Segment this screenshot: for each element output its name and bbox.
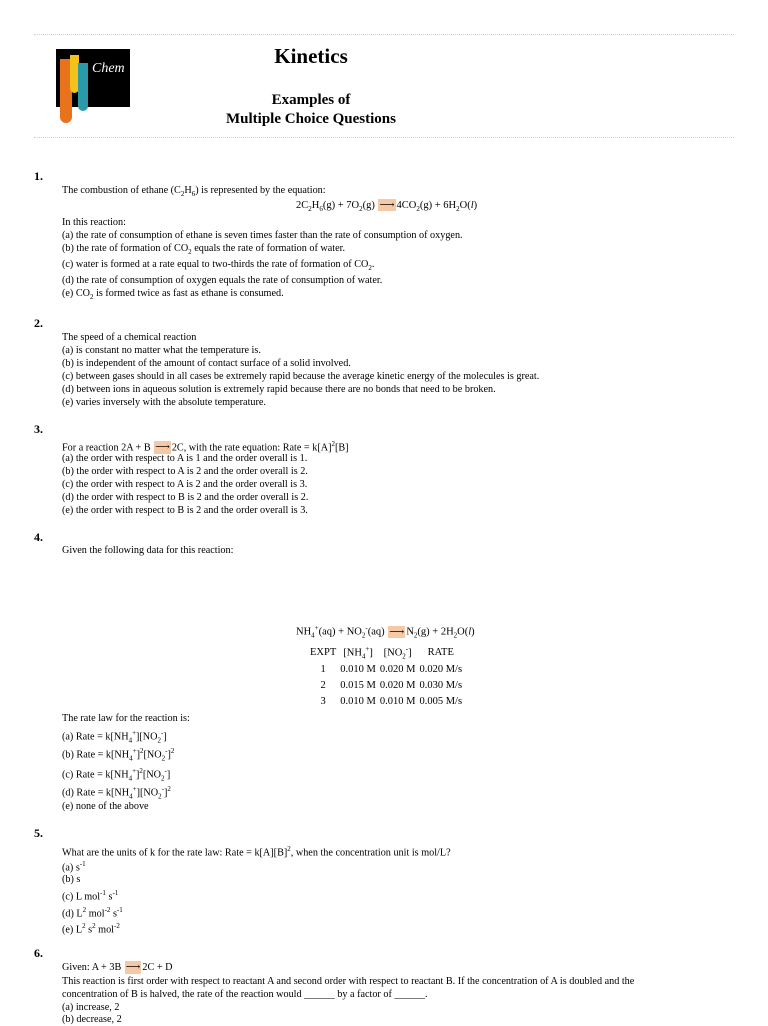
table-cell: 0.020 M	[379, 664, 416, 676]
question-1-option-d: (d) the rate of consumption of oxygen equals the rate of consumption of water.	[62, 275, 383, 286]
table-cell: 0.005 M/s	[419, 696, 463, 708]
question-5-option-d: (d) $L^2$ mol$^{-2}$ $s^{-1}$	[62, 906, 123, 920]
question-2-intro: The speed of a chemical reaction	[62, 332, 197, 343]
table-cell: 2	[320, 680, 326, 692]
question-2-number: 2.	[34, 316, 43, 330]
question-1-stem: In this reaction:	[62, 217, 126, 228]
top-rule	[34, 34, 734, 35]
question-4-option-c: (c) Rate = $k[NH_4^+]^2[NO_2^-]$	[62, 767, 171, 783]
question-2-option-d: (d) between ions in aqueous solution is extremely rapid because there are no bonds that need to be broken.	[62, 384, 496, 395]
table-cell: 0.020 M/s	[419, 664, 463, 676]
question-3-option-a: (a) the order with respect to A is 1 and the order overall is 1.	[62, 453, 308, 464]
question-1-equation: $2C_2H_6(g) + 7O_2(g)$ ⟶ $4CO_2(g) + 6H_2O(l)$	[296, 200, 478, 214]
question-5-number: 5.	[34, 826, 43, 840]
table-row	[308, 694, 464, 710]
question-2-option-c: (c) between gases should in all cases be extremely rapid because the average kinetic energy of the molecules is great.	[62, 371, 540, 382]
table-cell: 0.020 M	[379, 680, 416, 692]
table-cell: 0.010 M	[340, 664, 376, 676]
question-4-option-d: (d) Rate = $k[NH_4^+][NO_2^-]^2$	[62, 785, 171, 801]
question-6-text-line2: concentration of B is halved, the rate of the reaction would ______ by a factor of ______.	[62, 989, 428, 1000]
table-cell: 1	[320, 664, 326, 676]
question-6-option-a: (a) increase, 2	[62, 1002, 120, 1013]
page-title: Kinetics	[274, 44, 348, 68]
table-header-cell: $[NO_2^-]$	[383, 645, 412, 661]
question-3-number: 3.	[34, 422, 43, 436]
table-cell: 0.030 M/s	[419, 680, 463, 692]
question-3-option-b: (b) the order with respect to A is 2 and the order overall is 2.	[62, 466, 308, 477]
question-6-number: 6.	[34, 946, 43, 960]
table-header-cell: $[NH_4^+]$	[343, 645, 373, 661]
table-cell: 0.010 M	[379, 696, 416, 708]
question-4-equation: $NH_4^+(aq) + NO_2^-(aq)$ ⟶ $N_2(g) + 2H_2O(l)$	[296, 624, 475, 640]
table-row	[308, 662, 464, 678]
table-header-row	[308, 644, 464, 662]
question-5-option-e: (e) $L^2$ $s^2$ mol$^{-2}$	[62, 922, 120, 936]
question-3-intro: For a reaction 2A + B ⟶ 2C, with the rate equation: Rate = $k[A]^2[B]$	[62, 440, 349, 454]
question-4-option-b: (b) Rate = $k[NH_4^+]^2[NO_2^-]^2$	[62, 747, 175, 763]
table-row	[308, 678, 464, 694]
question-5-option-c: (c) L mol$^{-1}$ $s^{-1}$	[62, 889, 119, 903]
question-5-option-a: (a) $s^{-1}$	[62, 860, 86, 874]
question-4-intro: Given the following data for this reaction:	[62, 545, 234, 556]
table-header-cell: RATE	[427, 647, 454, 659]
question-4-option-e: (e) none of the above	[62, 801, 149, 812]
logo-text: Chem	[92, 61, 125, 76]
question-2-option-a: (a) is constant no matter what the temperature is.	[62, 345, 261, 356]
question-3-option-d: (d) the order with respect to B is 2 and the order overall is 2.	[62, 492, 309, 503]
page-subtitle-line2: Multiple Choice Questions	[225, 111, 396, 127]
question-1-option-a: (a) the rate of consumption of ethane is seven times faster than the rate of consumption of oxygen.	[62, 230, 463, 241]
reaction-arrow-icon: ⟶	[155, 442, 170, 454]
question-4-number: 4.	[34, 530, 43, 544]
table-cell: 0.015 M	[340, 680, 376, 692]
reaction-arrow-icon: ⟶	[379, 200, 395, 211]
question-1-number: 1.	[34, 169, 43, 183]
header-bottom-rule	[34, 137, 734, 138]
question-5-intro: What are the units of k for the rate law: Rate = $k[A][B]^2$, when the concentration unit is mol/L?	[62, 845, 451, 859]
table-cell: 3	[320, 696, 326, 708]
question-5-option-b: (b) s	[62, 874, 81, 885]
question-1-option-b: (b) the rate of formation of $CO_2$ equals the rate of formation of water.	[62, 243, 345, 257]
question-2-option-e: (e) varies inversely with the absolute temperature.	[62, 397, 266, 408]
experiment-data-table	[308, 644, 464, 710]
table-header-cell: EXPT	[310, 647, 337, 659]
reaction-arrow-icon: ⟶	[125, 962, 141, 973]
table-cell: 0.010 M	[340, 696, 376, 708]
question-6-option-b: (b) decrease, 2	[62, 1014, 122, 1025]
question-4-stem: The rate law for the reaction is:	[62, 713, 190, 724]
question-3-option-e: (e) the order with respect to B is 2 and the order overall is 3.	[62, 505, 308, 516]
reaction-arrow-icon: ⟶	[389, 626, 405, 638]
question-1-option-e: (e) $CO_2$ is formed twice as fast as ethane is consumed.	[62, 288, 284, 302]
question-1-intro: The combustion of ethane $(C_2H_6)$ is represented by the equation:	[62, 185, 326, 199]
question-6-text-line1: This reaction is first order with respect to reactant A and second order with respect to reactant B. If the concentration of A is doubled and the	[62, 976, 635, 987]
question-4-option-a: (a) Rate = $k[NH_4^+][NO_2^-]$	[62, 729, 167, 745]
question-3-option-c: (c) the order with respect to A is 2 and the order overall is 3.	[62, 479, 308, 490]
question-2-option-b: (b) is independent of the amount of contact surface of a solid involved.	[62, 358, 351, 369]
page-subtitle-line1: Examples of	[271, 92, 351, 108]
question-1-option-c: (c) water is formed at a rate equal to two-thirds the rate of formation of $CO_2$.	[62, 259, 375, 273]
question-6-given: Given: A + 3B ⟶ 2C + D	[62, 962, 173, 973]
